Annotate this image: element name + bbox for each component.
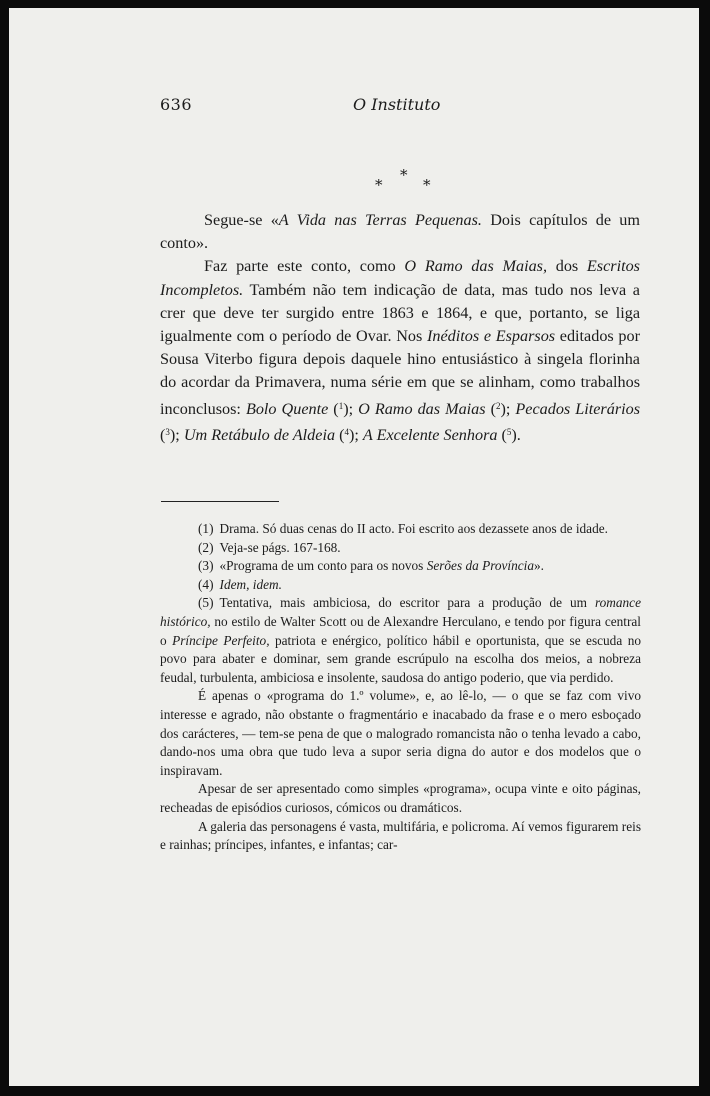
- asterisk-top: *: [400, 166, 408, 184]
- footnote-2: (2) Veja-se págs. 167-168.: [198, 539, 341, 555]
- footnote-3: (3) «Programa de um conto para os novos Serões da Província».: [198, 558, 545, 574]
- running-title: O Instituto: [353, 95, 441, 114]
- footnotes: [160, 520, 641, 855]
- footnote-5-continuation-2: Apesar de ser apresentado como simples «programa», ocupa vinte e oito páginas, recheadas de episódios curiosos, cómicos ou dramáticos.: [160, 781, 641, 815]
- asterisk-left: *: [375, 176, 383, 194]
- footnote-ref: 5: [506, 426, 512, 437]
- footnote-ref: 2: [495, 400, 501, 411]
- page-header: [160, 95, 580, 119]
- book-page: [9, 8, 699, 1086]
- footnote-separator: [161, 501, 279, 502]
- paragraph-2: Faz parte este conto, como O Ramo das Maias, dos Escritos Incompletos. Também não tem indicação de data, mas tudo nos leva a crer que deve ter surgido entre 1863 e 1864, e que, portanto, se liga igualmente com o período de Ovar. Nos Inéditos e Esparsos editados por Sousa Viterbo figura depois daquele hino entusiástico à singela florinha do acordar da Primavera, numa série em que se alinham, como trabalhos inconclusos: Bolo Quente ($^1$); O Ramo das Maias ($^2$); Pecados Literários ($^3$); Um Retábulo de Aldeia ($^4$); A Excelente Senhora ($^5$).: [160, 257, 641, 444]
- footnote-mark: (5): [198, 595, 214, 611]
- footnote-mark: (1): [198, 521, 214, 536]
- asterisk-right: *: [423, 176, 431, 194]
- footnote-5-continuation-3: A galeria das personagens é vasta, multifária, e policroma. Aí vemos figurarem reis e rainhas; príncipes, infantes, e infantas; car-: [160, 818, 641, 853]
- main-text: [160, 209, 640, 447]
- footnote-mark: (3): [198, 558, 214, 574]
- footnote-mark: (2): [198, 539, 214, 555]
- footnote-5-continuation-1: É apenas o «programa do 1.º volume», e, ao lê-lo, — o que se faz com vivo interesse e agrado, não obstante o fragmentário e inacabado da frase e o mero esboçado dos carácteres, — tem-se pena de que o malogrado romancista não o tenha levado a cabo, dando-nos uma obra que tudo leva a supor seria digna do autor e dos modelos que o inspiravam.: [160, 688, 641, 778]
- footnote-ref: 1: [338, 400, 344, 411]
- section-asterism: [358, 166, 431, 196]
- footnote-ref: 3: [165, 426, 170, 437]
- footnote-5: (5) Tentativa, mais ambiciosa, do escritor para a produção de um romance histórico, no estilo de Walter Scott ou de Alexandre Herculano, e tendo por figura central o Príncipe Perfeito, patriota e enérgico, político hábil e oportunista, que se escuda no povo para abater e dominar, sem grande escrúpulo na escolha dos meios, a nobreza feudal, turbulenta, ambiciosa e insolente, saudosa do antigo poderio, que via perdido.: [160, 595, 641, 685]
- paragraph-1: Segue-se «A Vida nas Terras Pequenas. Dois capítulos de um conto».: [160, 211, 640, 253]
- footnote-ref: 4: [344, 426, 349, 437]
- footnote-4: (4) Idem, idem.: [198, 576, 282, 592]
- footnote-mark: (4): [198, 576, 214, 592]
- page-number: 636: [160, 95, 193, 114]
- footnote-1: (1) Drama. Só duas cenas do II acto. Foi escrito aos dezassete anos de idade.: [198, 521, 608, 536]
